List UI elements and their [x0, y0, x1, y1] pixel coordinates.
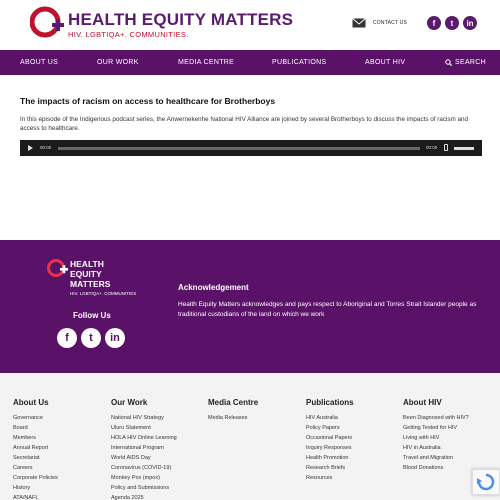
audio-player — [20, 140, 482, 156]
footer-link[interactable]: Agenda 2025 — [111, 495, 144, 500]
footer-link[interactable]: International Program — [111, 445, 164, 451]
footer-link[interactable]: Occasional Papers — [306, 435, 353, 441]
duration-time: 00:00 — [426, 144, 438, 150]
episode-description: In this episode of the Indigenous podcast series, the Anwernekenhe National HIV Alliance are joined by several Brotherboys to discuss the impacts of racism and access to healthcare. — [20, 116, 469, 132]
progress-track[interactable] — [58, 147, 420, 150]
footer-logo-icon[interactable] — [47, 258, 69, 280]
footer-link[interactable]: Inquiry Responses — [306, 445, 352, 451]
footer-column-title: About HIV — [403, 398, 442, 407]
linkedin-icon[interactable]: in — [463, 16, 477, 30]
footer-link[interactable]: Board — [13, 425, 28, 431]
acknowledgement-text: Health Equity Matters acknowledges and pays respect to Aboriginal and Torres Strait Islander people as traditional custodians of the land on which we work — [178, 301, 477, 318]
recaptcha-icon — [473, 470, 499, 494]
footer-links — [0, 373, 500, 500]
volume-icon[interactable] — [444, 144, 448, 151]
volume-slider[interactable] — [454, 147, 474, 150]
footer-logo-line: EQUITY — [70, 269, 102, 279]
twitter-icon[interactable]: t — [81, 328, 101, 348]
page-title: The impacts of racism on access to healthcare for Brotherboys — [20, 96, 276, 106]
footer-banner — [0, 240, 500, 373]
logo-subtitle: HIV. LGBTIQA+. COMMUNITIES. — [68, 30, 189, 39]
footer-link[interactable]: World AIDS Day — [111, 455, 151, 461]
footer-link[interactable]: Governance — [13, 415, 43, 421]
footer-column-about-us — [13, 398, 58, 500]
footer-link[interactable]: Research Briefs — [306, 465, 346, 471]
footer-link[interactable]: Living with HIV — [403, 435, 440, 441]
footer-column-publications — [306, 398, 354, 483]
footer-link[interactable]: Corporate Policies — [13, 475, 58, 481]
main-nav — [0, 50, 500, 75]
twitter-icon[interactable]: t — [445, 16, 459, 30]
recaptcha-badge[interactable] — [472, 469, 500, 495]
footer-logo-line: MATTERS — [70, 279, 111, 289]
header-socials — [427, 16, 477, 30]
follow-us-heading: Follow Us — [73, 311, 111, 320]
footer-link[interactable]: Been Diagnosed with HIV? — [403, 415, 469, 421]
footer-link[interactable]: HIV Australia — [306, 415, 338, 421]
footer-column-title: Our Work — [111, 398, 148, 407]
facebook-icon[interactable]: f — [57, 328, 77, 348]
footer-column-title: Media Centre — [208, 398, 259, 407]
footer-link[interactable]: HIV in Australia — [403, 445, 441, 451]
footer-link[interactable]: Blood Donations — [403, 465, 444, 471]
facebook-icon[interactable]: f — [427, 16, 441, 30]
footer-link[interactable]: Monkey Pox (mpox) — [111, 475, 160, 481]
footer-column-title: Publications — [306, 398, 354, 407]
footer-link[interactable]: Resources — [306, 475, 333, 481]
contact-us-label: CONTACT US — [373, 20, 408, 26]
footer-link[interactable]: Members — [13, 435, 36, 441]
footer-link[interactable]: Travel and Migration — [403, 455, 453, 461]
footer-link[interactable]: Coronavirus (COVID-19) — [111, 465, 172, 471]
nav-media-centre[interactable]: MEDIA CENTRE — [178, 59, 235, 66]
footer-logo-text[interactable] — [70, 259, 110, 289]
footer-link[interactable]: HOLA HIV Online Learning — [111, 435, 177, 441]
footer-link[interactable]: Health Promotion — [306, 455, 349, 461]
footer-column-our-work — [111, 398, 177, 500]
footer-column-media-centre — [208, 398, 258, 423]
logo-icon[interactable] — [30, 6, 66, 40]
footer-logo-line: HEALTH — [70, 259, 104, 269]
footer-link[interactable]: Secretariat — [13, 455, 40, 461]
acknowledgement-heading: Acknowledgement — [178, 283, 249, 292]
footer-socials — [57, 328, 125, 348]
nav-publications[interactable]: PUBLICATIONS — [272, 59, 327, 66]
footer-link[interactable]: Annual Report — [13, 445, 49, 451]
footer-column-title: About Us — [13, 398, 49, 407]
nav-about-hiv[interactable]: ABOUT HIV — [365, 59, 406, 66]
search-icon — [445, 59, 452, 66]
current-time: 00:00 — [40, 144, 52, 150]
nav-about-us[interactable]: ABOUT US — [20, 59, 59, 66]
linkedin-icon[interactable]: in — [105, 328, 125, 348]
nav-our-work[interactable]: OUR WORK — [97, 59, 139, 66]
contact-us-link[interactable] — [352, 18, 407, 28]
search-label: SEARCH — [455, 59, 486, 66]
logo-title[interactable]: HEALTH EQUITY MATTERS — [68, 10, 294, 29]
footer-link[interactable]: Careers — [13, 465, 33, 471]
footer-column-about-hiv — [403, 398, 469, 473]
nav-search[interactable] — [445, 50, 486, 75]
site-header — [0, 0, 500, 50]
footer-link[interactable]: Uluru Statement — [111, 425, 151, 431]
footer-link[interactable]: Getting Tested for HIV — [403, 425, 458, 431]
footer-link[interactable]: Policy and Submissions — [111, 485, 170, 491]
mail-icon — [352, 18, 366, 28]
footer-link[interactable]: Policy Papers — [306, 425, 340, 431]
footer-link[interactable]: ATA/NAFL — [13, 495, 39, 500]
footer-link[interactable]: National HIV Strategy — [111, 415, 164, 421]
footer-link[interactable]: History — [13, 485, 31, 491]
footer-link[interactable]: Media Releases — [208, 415, 248, 421]
play-icon[interactable] — [28, 145, 33, 151]
footer-logo-subtitle: HIV. LGBTIQA+. COMMUNITIES — [70, 291, 137, 296]
